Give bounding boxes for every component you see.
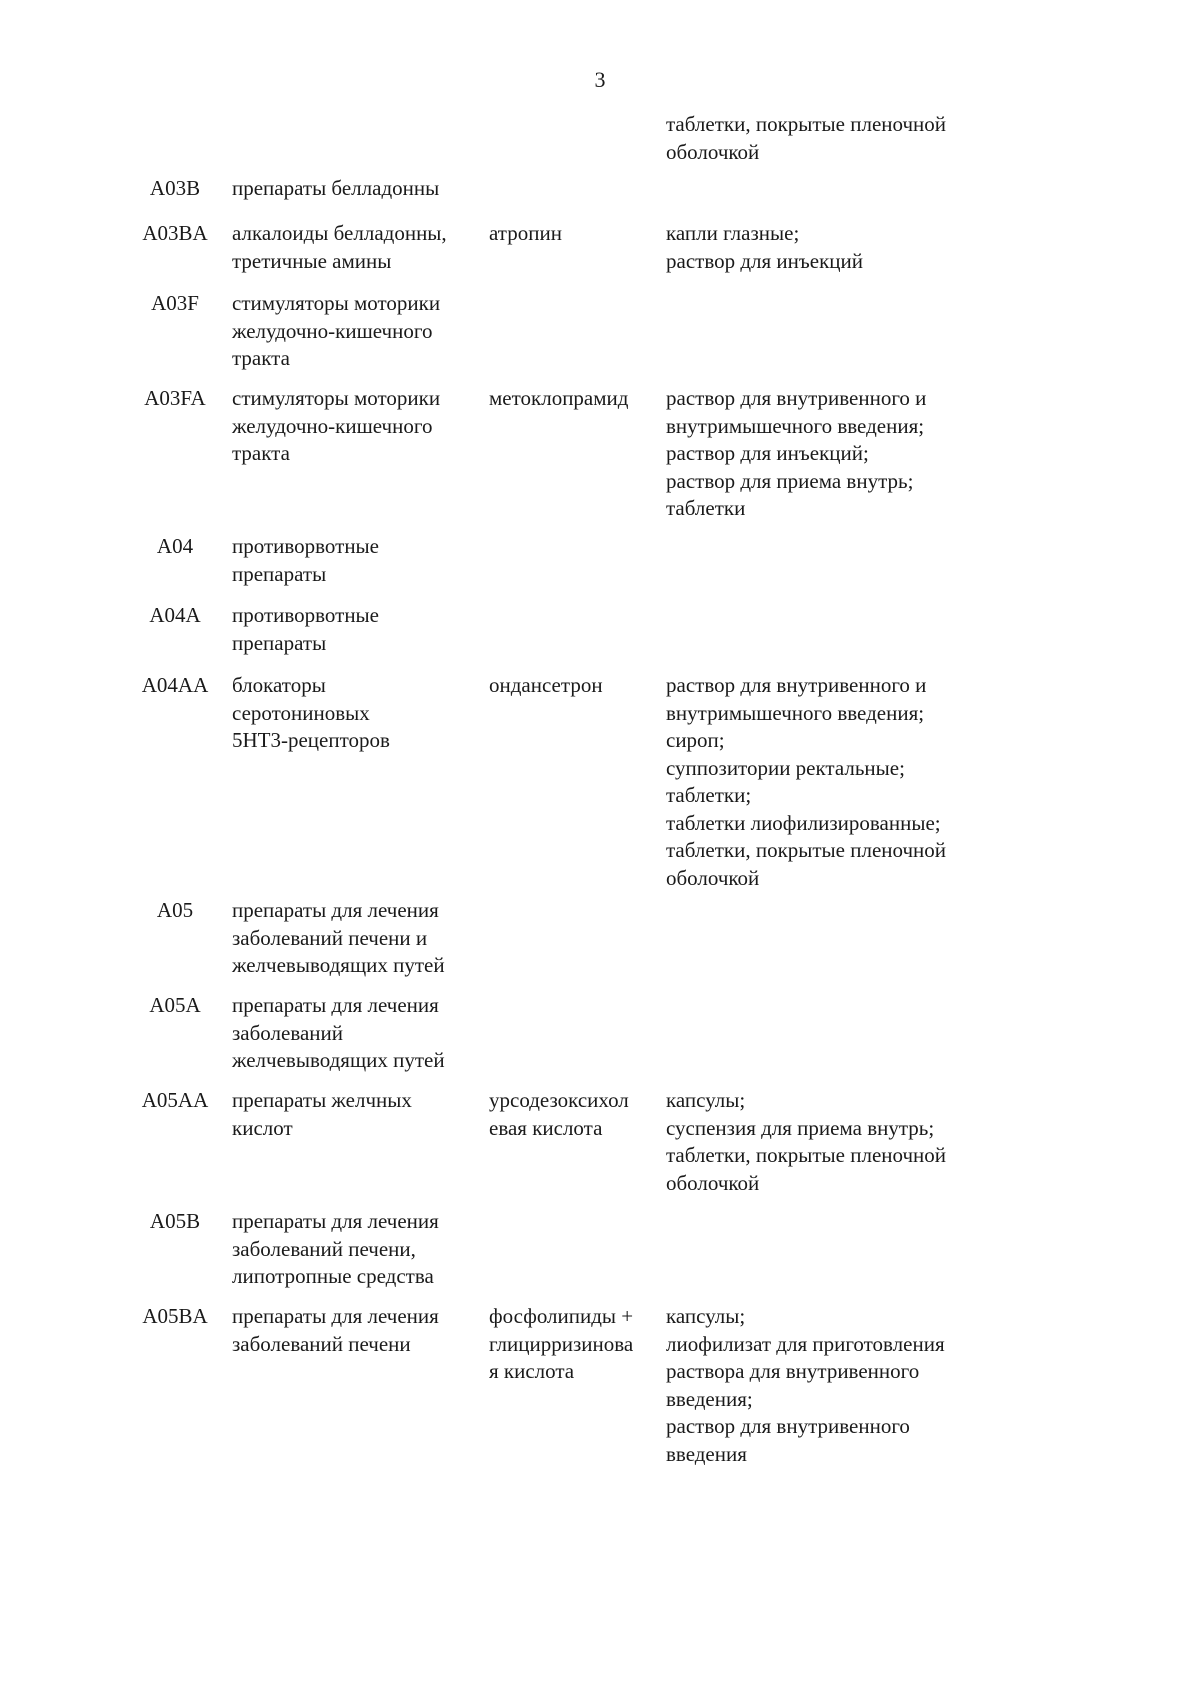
atc-code: A04 — [156, 534, 194, 558]
group-line: желчевыводящих путей — [232, 1048, 445, 1072]
pharmacological-group-cell — [232, 1303, 482, 1358]
atc-code: A05AA — [141, 1088, 209, 1112]
pharmacological-group-cell — [232, 602, 482, 657]
dosage-form-line: внутримышечного введения; — [666, 700, 925, 725]
dosage-form-line: оболочкой — [666, 865, 760, 890]
group-line: липотропные средства — [232, 1264, 434, 1288]
atc-code: A03B — [149, 176, 201, 200]
dosage-form-line: таблетки; — [666, 783, 752, 807]
group-line: препараты — [232, 630, 327, 655]
group-line: желчевыводящих путей — [232, 953, 445, 977]
group-line: стимуляторы моторики — [232, 386, 441, 410]
dosage-form-line: капсулы; — [666, 1088, 746, 1112]
group-line: блокаторы — [232, 673, 326, 697]
dosage-form-line: раствор для инъекций — [666, 248, 863, 273]
dosage-form-line: сироп; — [666, 728, 725, 752]
dosage-form-line: введения; — [666, 1386, 753, 1411]
pharmacological-group-cell — [232, 533, 482, 588]
dosage-form-line: таблетки, покрытые пленочной — [666, 112, 947, 136]
dosage-form-line: таблетки, покрытые пленочной — [666, 838, 947, 862]
dosage-form-line: раствор для приема внутрь; — [666, 468, 914, 493]
atc-code: A04A — [149, 603, 201, 627]
group-line: препараты для лечения — [232, 898, 439, 922]
group-line: третичные амины — [232, 248, 392, 273]
drug-line: ондансетрон — [489, 673, 603, 697]
drug-line: урсодезоксихол — [489, 1088, 629, 1112]
drug-line: атропин — [489, 221, 562, 245]
group-line: желудочно-кишечного — [232, 318, 433, 343]
drug-name-cell — [489, 220, 659, 248]
group-line: заболеваний — [232, 1020, 343, 1045]
drug-name-cell — [489, 385, 659, 413]
dosage-form-line: суспензия для приема внутрь; — [666, 1115, 935, 1140]
dosage-form-line: оболочкой — [666, 1170, 760, 1195]
drug-name-cell — [489, 672, 659, 700]
group-line: противорвотные — [232, 603, 379, 627]
pharmacological-group-cell — [232, 992, 482, 1075]
dosage-form-line: суппозитории ректальные; — [666, 755, 905, 780]
pharmacological-group-cell — [232, 897, 482, 980]
dosage-form-line: раствора для внутривенного — [666, 1359, 920, 1383]
group-line: заболеваний печени, — [232, 1236, 416, 1261]
dosage-forms-cell — [666, 111, 1006, 166]
drug-line: евая кислота — [489, 1115, 603, 1140]
pharmacological-group-cell — [232, 1208, 482, 1291]
pharmacological-group-cell — [232, 385, 482, 468]
dosage-form-line: таблетки — [666, 496, 746, 520]
pharmacological-group-cell — [232, 175, 482, 203]
pharmacological-group-cell — [232, 290, 482, 373]
dosage-forms-cell — [666, 672, 1006, 892]
group-line: заболеваний печени — [232, 1331, 411, 1356]
drug-name-cell — [489, 1087, 659, 1142]
drug-line: фосфолипиды + — [489, 1304, 634, 1328]
page-number: 3 — [594, 67, 606, 92]
dosage-form-line: капли глазные; — [666, 221, 800, 245]
atc-code: A03FA — [144, 386, 206, 410]
pharmacological-group-cell — [232, 672, 482, 755]
dosage-form-line: лиофилизат для приготовления — [666, 1331, 945, 1356]
atc-code: A05B — [149, 1209, 201, 1233]
group-line: препараты желчных — [232, 1088, 412, 1112]
group-line: препараты белладонны — [232, 176, 440, 200]
group-line: желудочно-кишечного — [232, 413, 433, 438]
group-line: кислот — [232, 1115, 293, 1140]
group-line: алкалоиды белладонны, — [232, 221, 447, 245]
group-line: 5HT3-рецепторов — [232, 728, 390, 752]
atc-code: A05A — [149, 993, 201, 1017]
group-line: тракта — [232, 441, 290, 465]
atc-code: A05 — [156, 898, 194, 922]
group-line: тракта — [232, 346, 290, 370]
atc-code: A04AA — [141, 673, 209, 697]
dosage-form-line: таблетки, покрытые пленочной — [666, 1143, 947, 1167]
group-line: стимуляторы моторики — [232, 291, 441, 315]
dosage-form-line: раствор для внутривенного и — [666, 673, 927, 697]
group-line: препараты для лечения — [232, 1304, 439, 1328]
dosage-form-line: раствор для инъекций; — [666, 441, 869, 465]
group-line: препараты для лечения — [232, 993, 439, 1017]
group-line: заболеваний печени и — [232, 925, 428, 950]
drug-line: метоклопрамид — [489, 386, 629, 410]
pharmacological-group-cell — [232, 1087, 482, 1142]
pharmacological-group-cell — [232, 220, 482, 275]
dosage-form-line: раствор для внутривенного — [666, 1414, 910, 1438]
drug-name-cell — [489, 1303, 659, 1386]
drug-line: я кислота — [489, 1359, 575, 1383]
group-line: противорвотные — [232, 534, 379, 558]
atc-code: A03F — [151, 291, 199, 315]
drug-line: глицирризинова — [489, 1331, 634, 1356]
group-line: серотониновых — [232, 700, 370, 725]
dosage-form-line: оболочкой — [666, 139, 760, 164]
atc-code: A05BA — [142, 1304, 208, 1328]
dosage-forms-cell — [666, 220, 1006, 275]
dosage-form-line: раствор для внутривенного и — [666, 386, 927, 410]
atc-code: A03BA — [142, 221, 208, 245]
dosage-form-line: капсулы; — [666, 1304, 746, 1328]
group-line: препараты — [232, 561, 327, 586]
dosage-form-line: внутримышечного введения; — [666, 413, 925, 438]
dosage-forms-cell — [666, 1087, 1006, 1197]
dosage-form-line: таблетки лиофилизированные; — [666, 810, 941, 835]
dosage-form-line: введения — [666, 1441, 747, 1466]
group-line: препараты для лечения — [232, 1209, 439, 1233]
dosage-forms-cell — [666, 1303, 1006, 1468]
dosage-forms-cell — [666, 385, 1006, 523]
